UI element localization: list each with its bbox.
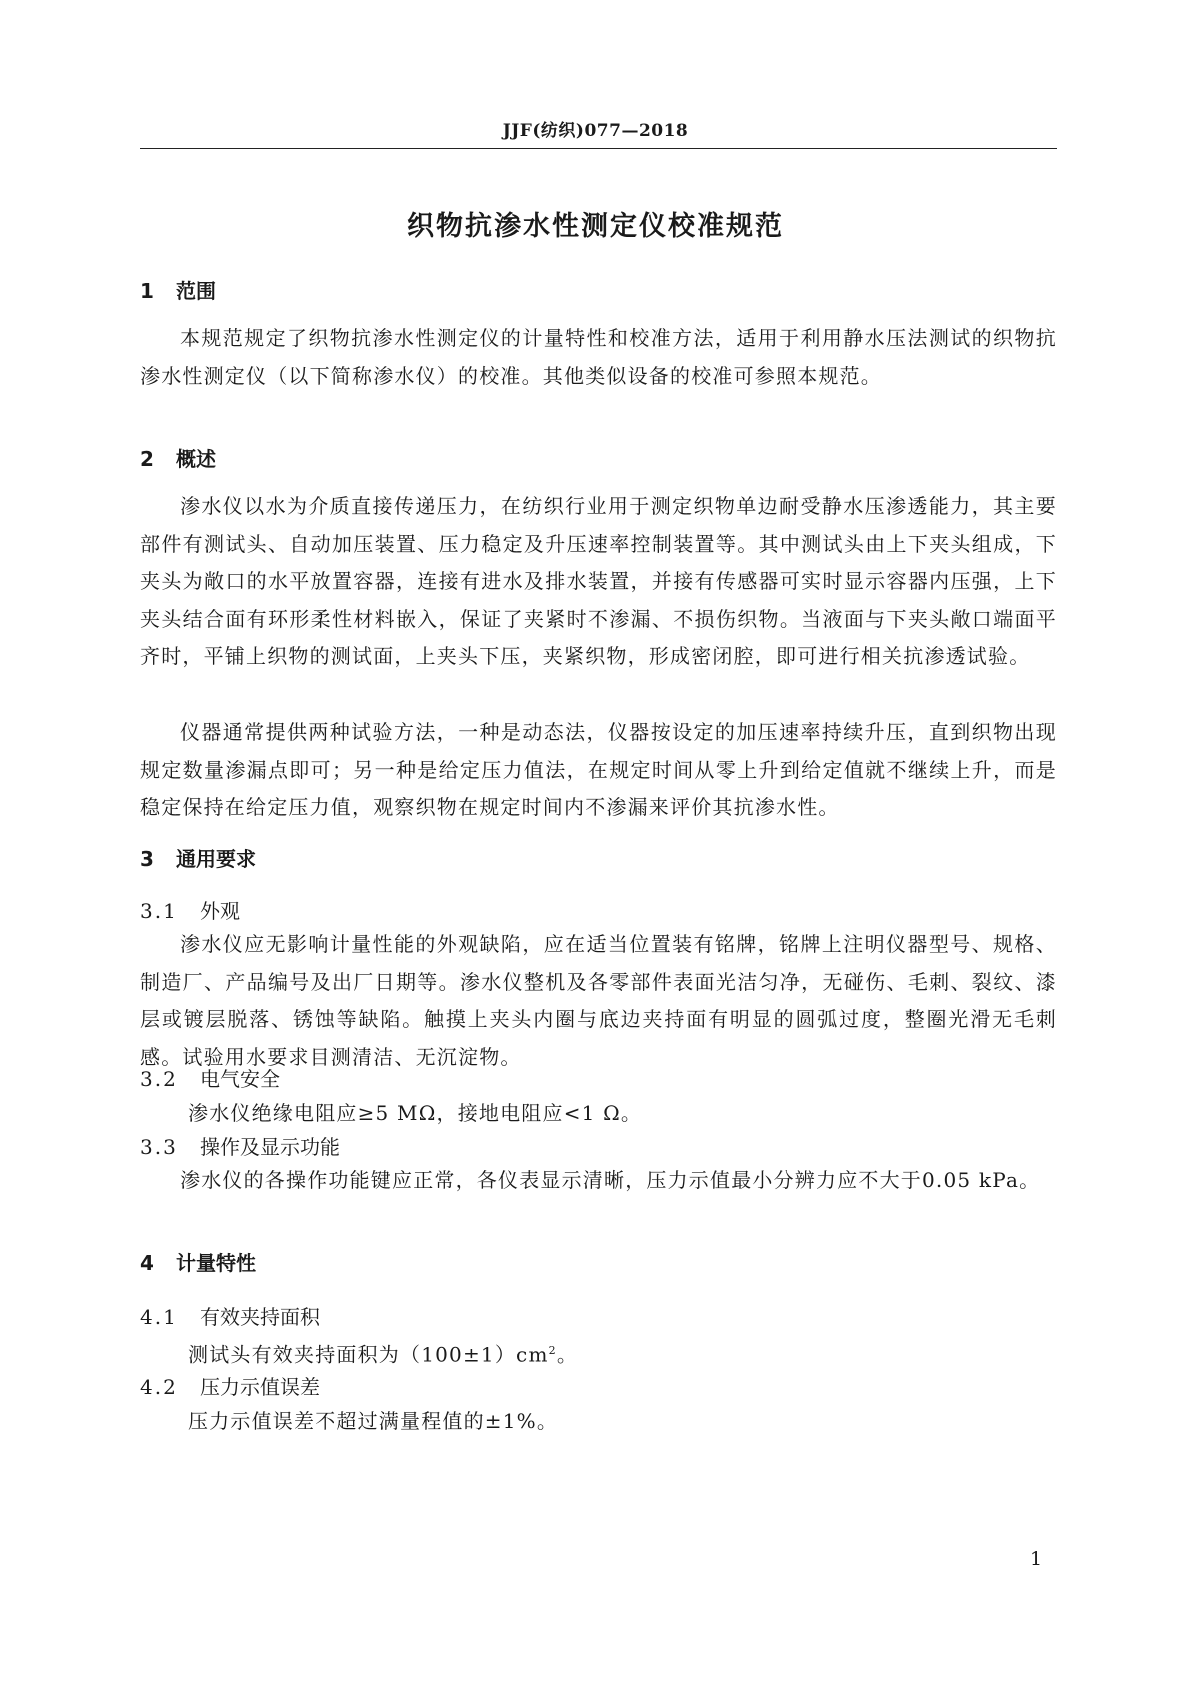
subsection-title: 电气安全	[200, 1067, 280, 1091]
section-3-heading	[140, 844, 256, 874]
subsection-number: 3.2	[140, 1067, 178, 1091]
section-2-heading	[140, 444, 216, 474]
subsection-4-2-heading	[140, 1370, 320, 1404]
section-number: 3	[140, 847, 154, 871]
subsection-title: 操作及显示功能	[200, 1135, 340, 1159]
page-number: 1	[1030, 1548, 1043, 1570]
subsection-number: 4.1	[140, 1305, 178, 1329]
subsection-3-3-heading	[140, 1130, 340, 1164]
section-1-paragraph: 本规范规定了织物抗渗水性测定仪的计量特性和校准方法，适用于利用静水压法测试的织物抗渗水性测定仪（以下简称渗水仪）的校准。其他类似设备的校准可参照本规范。	[140, 326, 1057, 388]
section-number: 1	[140, 279, 154, 303]
subsection-4-1-text	[188, 1334, 578, 1372]
subsection-title: 有效夹持面积	[200, 1305, 320, 1329]
section-title: 计量特性	[176, 1251, 256, 1275]
superscript-exponent: 2	[548, 1344, 557, 1357]
subsection-3-3-paragraph: 渗水仪的各操作功能键应正常，各仪表显示清晰，压力示值最小分辨力应不大于0.05 kPa。	[180, 1168, 1041, 1192]
subsection-3-1-heading	[140, 894, 240, 928]
subsection-number: 4.2	[140, 1375, 178, 1399]
subsection-4-1-heading	[140, 1300, 320, 1334]
section-4-heading	[140, 1248, 256, 1278]
section-title: 概述	[176, 447, 216, 471]
subsection-3-2-heading	[140, 1062, 280, 1096]
subsection-3-2-text: 渗水仪绝缘电阻应≥5 MΩ，接地电阻应<1 Ω。	[188, 1101, 643, 1125]
area-text: 测试头有效夹持面积为（100±1）cm	[188, 1342, 549, 1367]
section-2-paragraph-2: 仪器通常提供两种试验方法，一种是动态法，仪器按设定的加压速率持续升压，直到织物出现规定数量渗漏点即可；另一种是给定压力值法，在规定时间从零上升到给定值就不继续上升，而是稳定保持在给定压力值，观察织物在规定时间内不渗漏来评价其抗渗水性。	[140, 720, 1057, 819]
subsection-3-1-paragraph: 渗水仪应无影响计量性能的外观缺陷，应在适当位置装有铭牌，铭牌上注明仪器型号、规格、制造厂、产品编号及出厂日期等。渗水仪整机及各零部件表面光洁匀净，无碰伤、毛刺、裂纹、漆层或镀层脱落、锈蚀等缺陷。触摸上夹头内圈与底边夹持面有明显的圆弧过度，整圈光滑无毛刺感。试验用水要求目测清洁、无沉淀物。	[140, 932, 1057, 1069]
subsection-title: 压力示值误差	[200, 1375, 320, 1399]
document-code: JJF(纺织)077—2018	[502, 121, 689, 141]
area-text-end: 。	[556, 1342, 579, 1367]
section-number: 2	[140, 447, 154, 471]
subsection-title: 外观	[200, 899, 240, 923]
subsection-number: 3.3	[140, 1135, 178, 1159]
section-1-heading	[140, 276, 216, 306]
section-2-paragraph-1: 渗水仪以水为介质直接传递压力，在纺织行业用于测定织物单边耐受静水压渗透能力，其主要部件有测试头、自动加压装置、压力稳定及升压速率控制装置等。其中测试头由上下夹头组成，下夹头为敞口的水平放置容器，连接有进水及排水装置，并接有传感器可实时显示容器内压强，上下夹头结合面有环形柔性材料嵌入，保证了夹紧时不渗漏、不损伤织物。当液面与下夹头敞口端面平齐时，平铺上织物的测试面，上夹头下压，夹紧织物，形成密闭腔，即可进行相关抗渗透试验。	[140, 494, 1057, 668]
section-number: 4	[140, 1251, 154, 1275]
document-title: 织物抗渗水性测定仪校准规范	[407, 211, 784, 242]
section-title: 通用要求	[176, 847, 256, 871]
header-divider	[140, 148, 1057, 149]
subsection-4-2-text: 压力示值误差不超过满量程值的±1%。	[188, 1409, 559, 1433]
section-title: 范围	[176, 279, 216, 303]
subsection-number: 3.1	[140, 899, 178, 923]
